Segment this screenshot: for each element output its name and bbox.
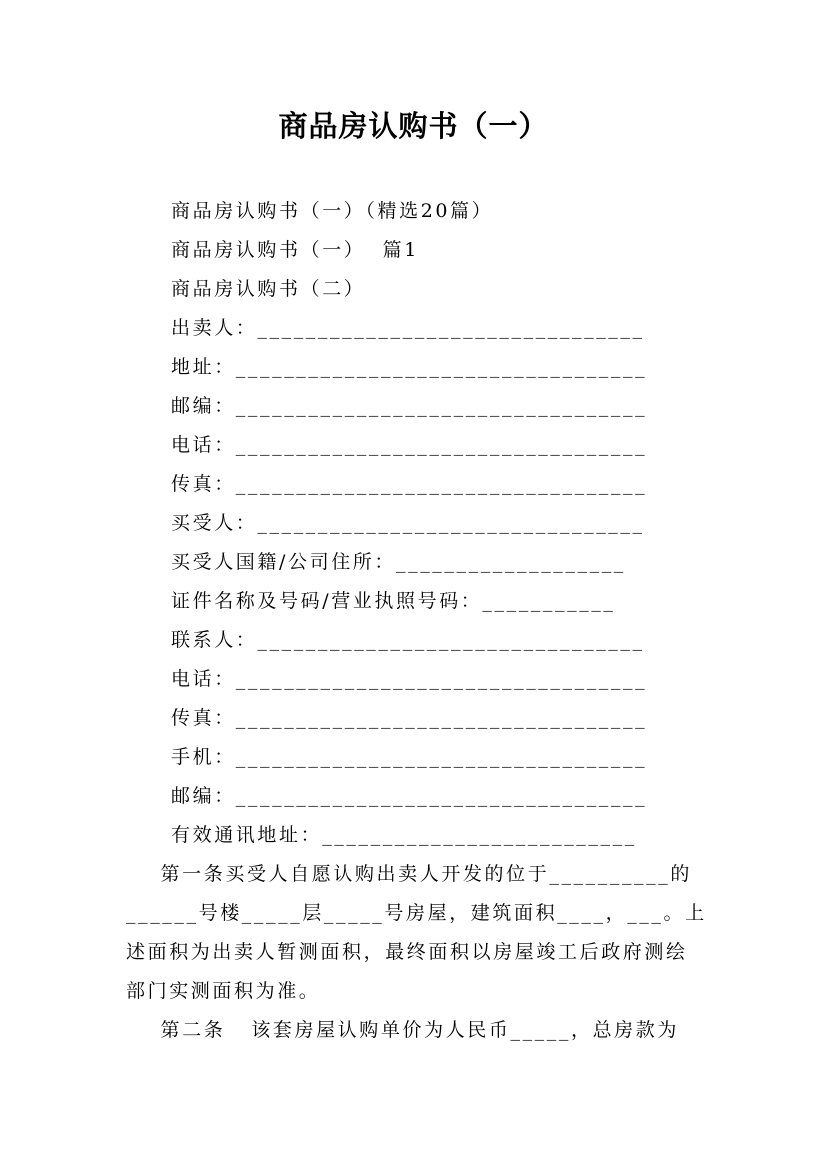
postcode-field: 邮编：__________________________________ bbox=[171, 395, 648, 417]
phone-field-2: 电话：__________________________________ bbox=[171, 668, 648, 690]
doc-line: 商品房认购书（一） 篇1 bbox=[171, 239, 419, 261]
postcode-field-2: 邮编：__________________________________ bbox=[171, 785, 648, 807]
address-field: 地址：__________________________________ bbox=[171, 356, 648, 378]
buyer-nationality-field: 买受人国籍/公司住所：___________________ bbox=[171, 551, 626, 573]
buyer-field: 买受人：________________________________ bbox=[171, 512, 645, 534]
mobile-field: 手机：__________________________________ bbox=[171, 746, 648, 768]
document-title: 商品房认购书（一） bbox=[278, 109, 549, 143]
mailing-address-field: 有效通讯地址：__________________________ bbox=[171, 824, 637, 846]
article-2-line: 第二条 该套房屋认购单价为人民币_____，总房款为 bbox=[126, 1019, 679, 1041]
article-1-line: 部门实测面积为准。 bbox=[126, 980, 321, 1002]
article-1-line: ______号楼_____层_____号房屋，建筑面积____，___。上 bbox=[126, 902, 707, 924]
phone-field: 电话：__________________________________ bbox=[171, 434, 648, 456]
fax-field: 传真：__________________________________ bbox=[171, 473, 648, 495]
doc-line: 商品房认购书（一）（精选20篇） bbox=[171, 200, 494, 222]
seller-field: 出卖人：________________________________ bbox=[171, 317, 645, 339]
contact-field: 联系人：________________________________ bbox=[171, 629, 645, 651]
article-1-line: 第一条买受人自愿认购出卖人开发的位于__________的 bbox=[126, 863, 692, 885]
doc-line: 商品房认购书（二） bbox=[171, 278, 366, 300]
article-1-line: 述面积为出卖人暂测面积，最终面积以房屋竣工后政府测绘 bbox=[126, 941, 688, 963]
fax-field-2: 传真：__________________________________ bbox=[171, 707, 648, 729]
id-number-field: 证件名称及号码/营业执照号码：___________ bbox=[171, 590, 616, 612]
